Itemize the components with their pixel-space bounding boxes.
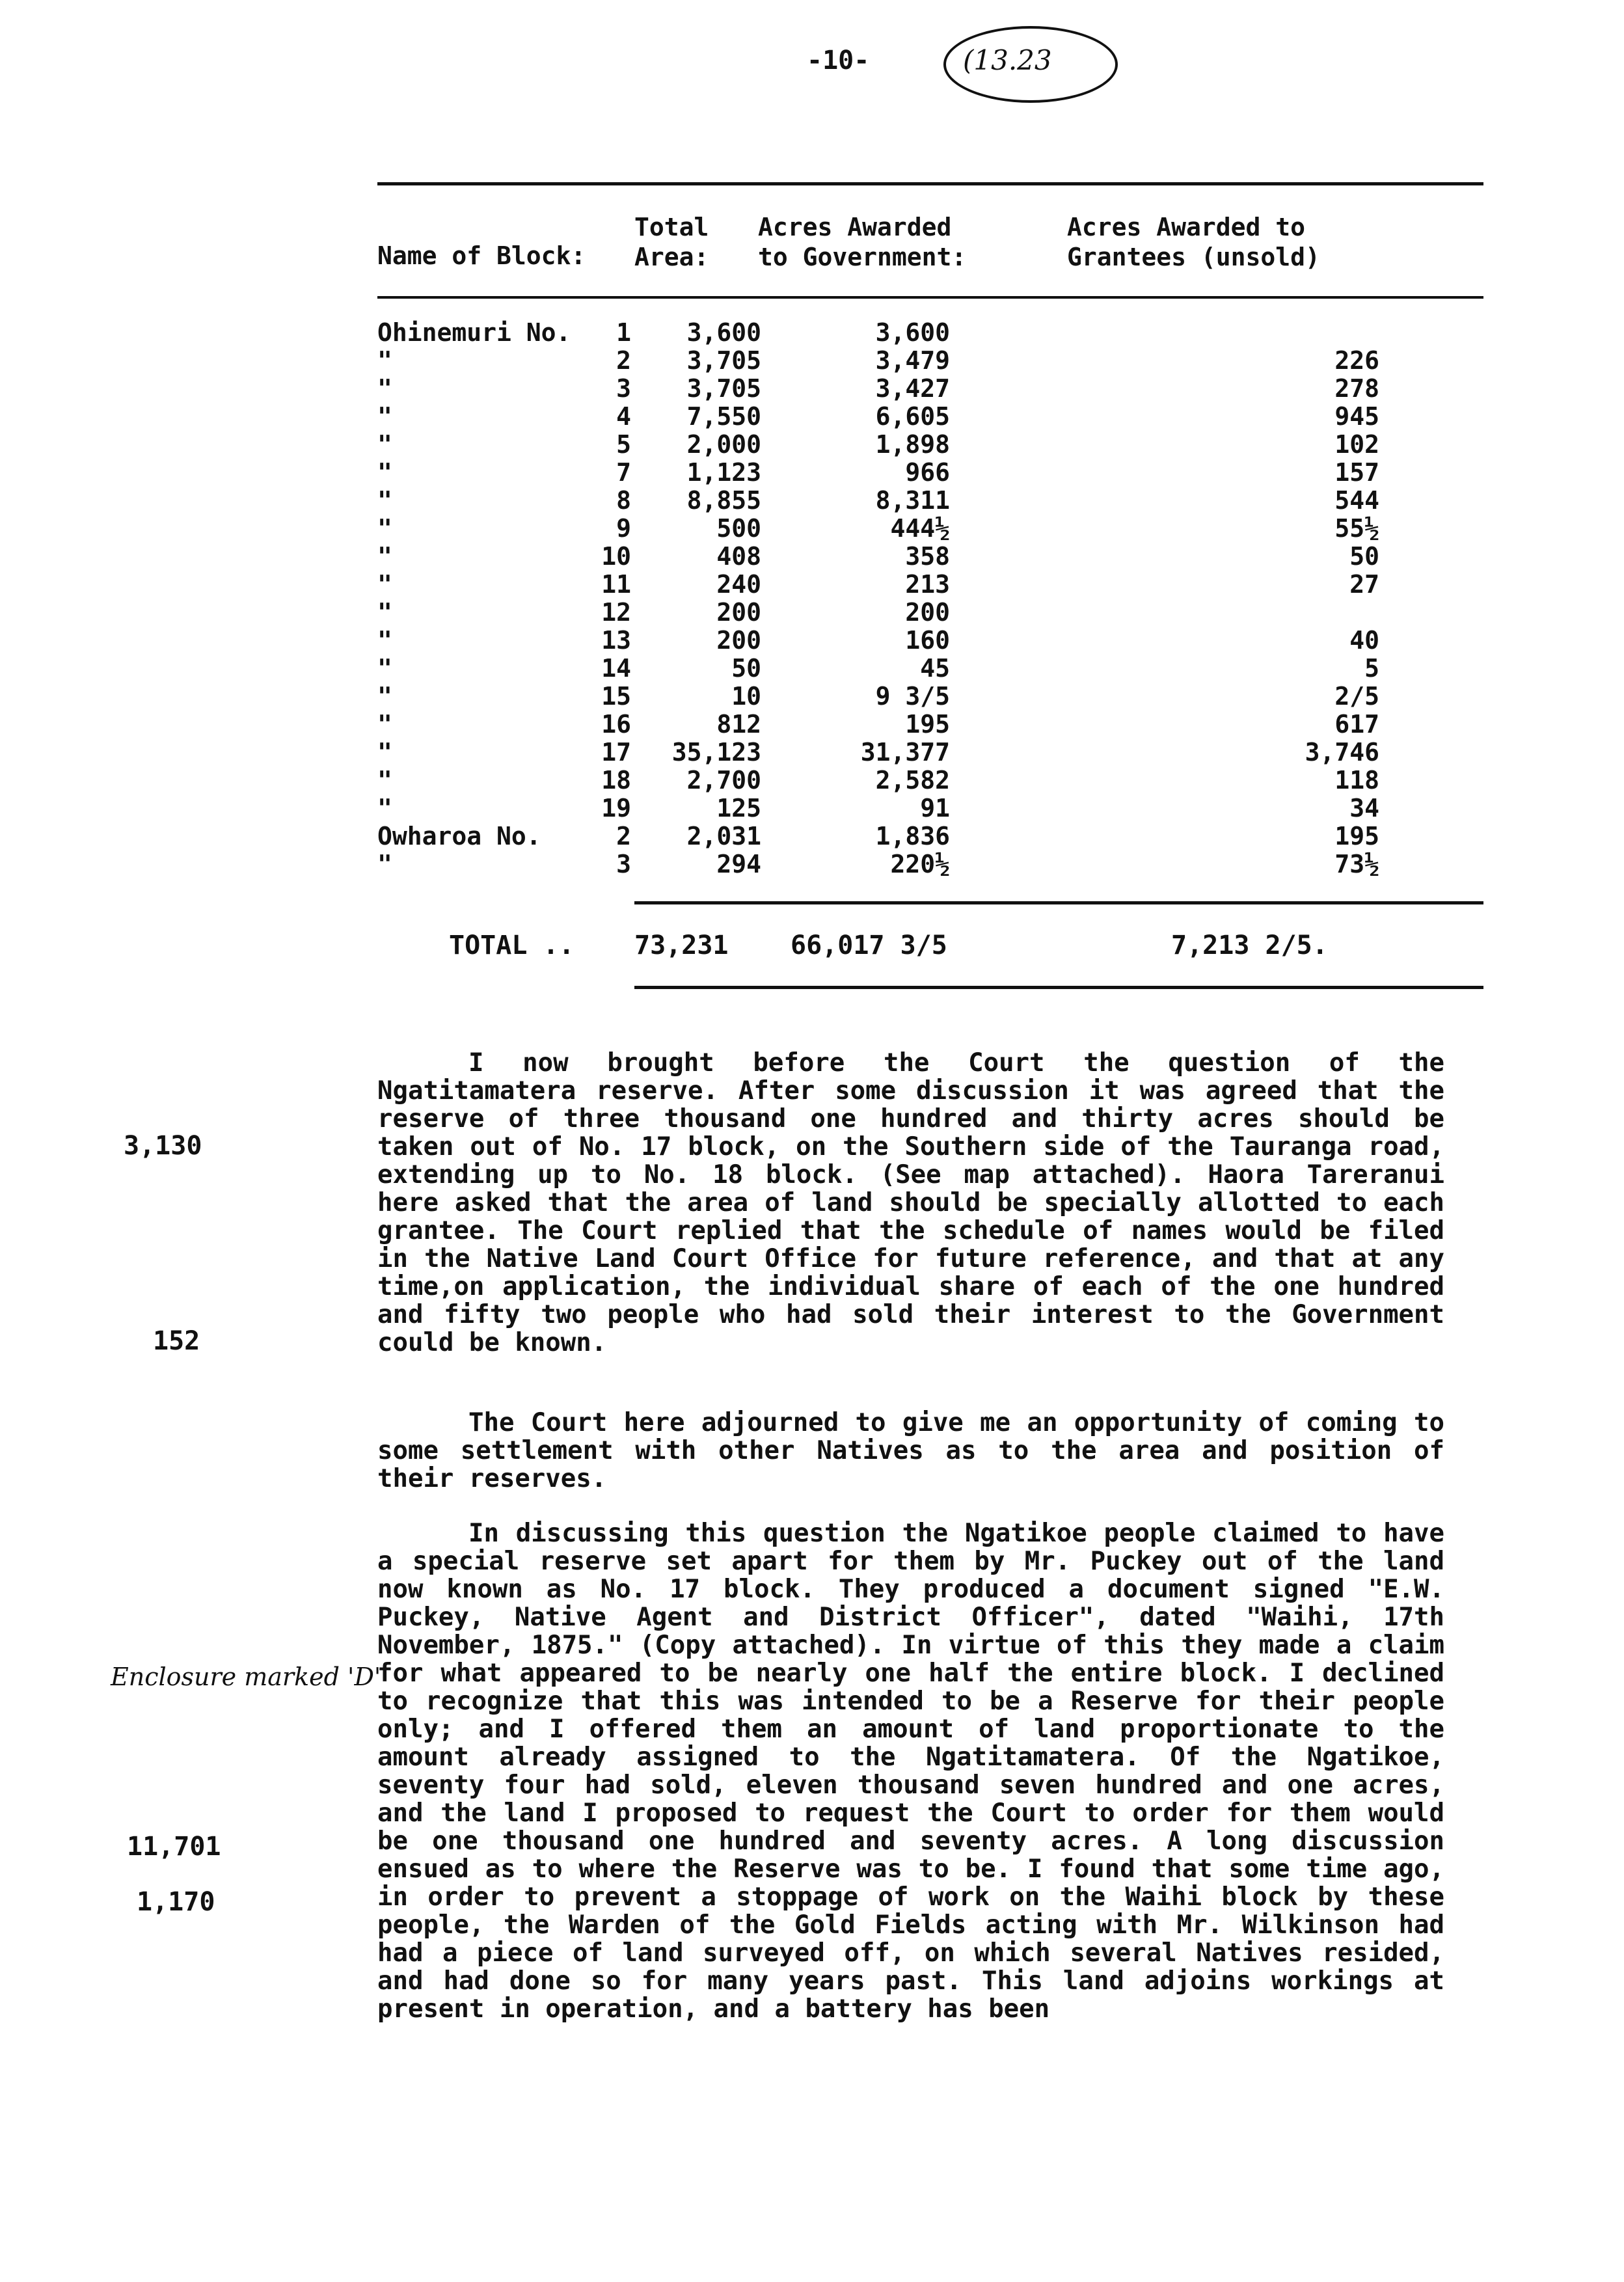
total-area-cell: 2,700: [686, 766, 761, 795]
block-name-cell: ": [377, 374, 392, 403]
block-number-cell: 7: [616, 458, 631, 487]
table-row: [377, 627, 1379, 655]
blocks-table: [377, 319, 1379, 878]
block-name-cell: Ohinemuri No.: [377, 318, 571, 347]
table-row: [377, 571, 1379, 599]
block-number-cell: 3: [616, 374, 631, 403]
block-number-cell: 16: [601, 710, 631, 739]
government-acres-cell: 91: [920, 794, 950, 822]
block-name-cell: ": [377, 850, 392, 878]
block-name-cell: ": [377, 430, 392, 459]
grantees-acres-cell: 34: [1349, 794, 1379, 822]
margin-note-11701: 11,701: [127, 1832, 221, 1862]
block-name-cell: ": [377, 486, 392, 515]
block-number-cell: 19: [601, 794, 631, 822]
block-name-cell: ": [377, 542, 392, 571]
total-top-rule: [634, 901, 1483, 904]
grantees-acres-cell: 118: [1334, 766, 1379, 795]
block-name-cell: ": [377, 794, 392, 822]
header-acres-government: Acres Awarded to Government:: [758, 213, 967, 271]
block-number-cell: 1: [616, 318, 631, 347]
government-acres-cell: 160: [905, 626, 950, 655]
grantees-acres-cell: 55½: [1334, 514, 1379, 543]
block-number-cell: 15: [601, 682, 631, 711]
block-number-cell: 18: [601, 766, 631, 795]
grantees-acres-cell: 157: [1334, 458, 1379, 487]
government-acres-cell: 200: [905, 598, 950, 627]
table-row: [377, 739, 1379, 767]
blocks-table-body: [377, 319, 1379, 878]
grantees-acres-cell: 278: [1334, 374, 1379, 403]
grantees-acres-cell: 544: [1334, 486, 1379, 515]
total-area-cell: 8,855: [686, 486, 761, 515]
total-area-cell: 812: [716, 710, 761, 739]
table-header-rule: [377, 296, 1483, 299]
grantees-acres-cell: 617: [1334, 710, 1379, 739]
block-name-cell: ": [377, 458, 392, 487]
block-name-cell: ": [377, 738, 392, 767]
paragraph-ngatikoe-claim: [377, 1519, 1444, 2023]
government-acres-cell: 195: [905, 710, 950, 739]
table-row: [377, 599, 1379, 627]
total-area-cell: 50: [731, 654, 761, 683]
grantees-acres-cell: 73½: [1334, 850, 1379, 878]
table-row: [377, 822, 1379, 850]
grantees-acres-cell: [950, 599, 1379, 627]
table-row: [377, 375, 1379, 403]
government-acres-cell: 2,582: [875, 766, 950, 795]
total-area-value: 73,231: [634, 930, 729, 960]
government-acres-cell: 966: [905, 458, 950, 487]
paragraph-text: In discussing this question the Ngatikoe people claimed to have a special reserve set apart for them by Mr. Puckey out of the land now known as No. 17 block. They produced a document signed "E.W. Puckey, Native Agent and District Officer", dated "Waihi, 17th November, 1875." (Copy attached). In virtue of this they made a claim for what appeared to be nearly one half the entire block. I declined to recognize that this was intended to be a Reserve for their people only; and I offered them an amount of land proportionate to the amount already assigned to the Ngatitamatera. Of the Ngatikoe, seventy four had sold, eleven thousand seven hundred and one acres, and the land I proposed to request the Court to order for them would be one thousand one hundred and seventy acres. A long discussion ensued as to where the Reserve was to be. I found that some time ago, in order to prevent a stoppage of work on the Waihi block by these people, the Warden of the Gold Fields acting with Mr. Wilkinson had had a piece of land surveyed off, on which several Natives resided, and had done so for many years past. This land adjoins workings at present in operation, and a battery has been: [377, 1519, 1444, 2024]
block-name-cell: ": [377, 682, 392, 711]
block-number-cell: 12: [601, 598, 631, 627]
government-acres-cell: 213: [905, 570, 950, 599]
table-top-rule: [377, 182, 1483, 185]
block-number-cell: 13: [601, 626, 631, 655]
total-area-cell: 200: [716, 598, 761, 627]
government-acres-cell: 3,600: [875, 318, 950, 347]
government-acres-cell: 3,479: [875, 346, 950, 375]
total-label: TOTAL ..: [449, 930, 575, 960]
government-acres-cell: 45: [920, 654, 950, 683]
header-total-area: Total Area:: [634, 213, 709, 271]
total-area-cell: 240: [716, 570, 761, 599]
paragraph-ngatitamatera-reserve: [377, 1049, 1444, 1357]
block-number-cell: 14: [601, 654, 631, 683]
margin-note-1170: 1,170: [137, 1887, 215, 1917]
margin-note-152: 152: [153, 1326, 200, 1356]
table-row: [377, 767, 1379, 795]
block-number-cell: 17: [601, 738, 631, 767]
table-row: [377, 795, 1379, 822]
block-name-cell: ": [377, 626, 392, 655]
government-acres-cell: 1,898: [875, 430, 950, 459]
table-row: [377, 543, 1379, 571]
total-area-cell: 3,705: [686, 374, 761, 403]
grantees-acres-cell: 5: [1364, 654, 1379, 683]
total-area-cell: 2,000: [686, 430, 761, 459]
government-acres-cell: 220½: [890, 850, 950, 878]
government-acres-cell: 3,427: [875, 374, 950, 403]
government-acres-cell: 1,836: [875, 822, 950, 850]
paragraph-text: I now brought before the Court the question of the Ngatitamatera reserve. After some discussion it was agreed that the reserve of three thousand one hundred and thirty acres should be taken out of No. 17 block, on the Southern side of the Tauranga road, extending up to No. 18 block. (See map attached). Haora Tareranui here asked that the area of land should be specially allotted to each grantee. The Court replied that the schedule of names would be filed in the Native Land Court Office for future reference, and that at any time,on application, the individual share of each of the one hundred and fifty two people who had sold their interest to the Government could be known.: [377, 1048, 1444, 1357]
page-number: -10-: [807, 46, 870, 75]
header-name-of-block: Name of Block:: [377, 241, 586, 270]
total-area-cell: 408: [716, 542, 761, 571]
margin-note-3130: 3,130: [124, 1131, 202, 1161]
block-name-cell: ": [377, 710, 392, 739]
grantees-acres-cell: 102: [1334, 430, 1379, 459]
margin-note-enclosure: Enclosure marked 'D': [111, 1663, 381, 1691]
grantees-acres-cell: [950, 319, 1379, 347]
table-row: [377, 655, 1379, 683]
table-row: [377, 403, 1379, 431]
block-number-cell: 3: [616, 850, 631, 878]
total-area-cell: 200: [716, 626, 761, 655]
total-grantees-value: 7,213 2/5.: [1171, 930, 1328, 960]
block-name-cell: ": [377, 598, 392, 627]
block-number-cell: 4: [616, 402, 631, 431]
table-row: [377, 319, 1379, 347]
block-name-cell: ": [377, 654, 392, 683]
grantees-acres-cell: 3,746: [1305, 738, 1379, 767]
total-area-cell: 1,123: [686, 458, 761, 487]
table-row: [377, 850, 1379, 878]
total-area-cell: 500: [716, 514, 761, 543]
table-row: [377, 683, 1379, 711]
block-number-cell: 9: [616, 514, 631, 543]
grantees-acres-cell: 40: [1349, 626, 1379, 655]
total-bottom-rule: [634, 986, 1483, 989]
paragraph-court-adjourned: [377, 1409, 1444, 1493]
total-area-cell: 3,600: [686, 318, 761, 347]
total-area-cell: 10: [731, 682, 761, 711]
total-area-cell: 3,705: [686, 346, 761, 375]
block-name-cell: ": [377, 346, 392, 375]
table-row: [377, 431, 1379, 459]
total-area-cell: 35,123: [671, 738, 761, 767]
header-acres-grantees: Acres Awarded to Grantees (unsold): [1067, 213, 1320, 271]
government-acres-cell: 6,605: [875, 402, 950, 431]
block-number-cell: 11: [601, 570, 631, 599]
block-name-cell: ": [377, 766, 392, 795]
government-acres-cell: 9 3/5: [875, 682, 950, 711]
block-number-cell: 10: [601, 542, 631, 571]
annotation-circled-number: (13.23: [963, 44, 1052, 76]
grantees-acres-cell: 50: [1349, 542, 1379, 571]
grantees-acres-cell: 226: [1334, 346, 1379, 375]
grantees-acres-cell: 945: [1334, 402, 1379, 431]
government-acres-cell: 8,311: [875, 486, 950, 515]
block-name-cell: ": [377, 402, 392, 431]
total-area-cell: 7,550: [686, 402, 761, 431]
grantees-acres-cell: 2/5: [1334, 682, 1379, 711]
block-name-cell: Owharoa No.: [377, 822, 541, 850]
block-name-cell: ": [377, 570, 392, 599]
block-number-cell: 8: [616, 486, 631, 515]
grantees-acres-cell: 27: [1349, 570, 1379, 599]
block-name-cell: ": [377, 514, 392, 543]
government-acres-cell: 444½: [890, 514, 950, 543]
table-row: [377, 711, 1379, 739]
total-area-cell: 294: [716, 850, 761, 878]
block-number-cell: 2: [616, 346, 631, 375]
table-row: [377, 459, 1379, 487]
table-row: [377, 347, 1379, 375]
government-acres-cell: 358: [905, 542, 950, 571]
grantees-acres-cell: 195: [1334, 822, 1379, 850]
block-number-cell: 2: [616, 822, 631, 850]
total-area-cell: 125: [716, 794, 761, 822]
table-row: [377, 487, 1379, 515]
block-number-cell: 5: [616, 430, 631, 459]
total-government-value: 66,017 3/5: [791, 930, 947, 960]
government-acres-cell: 31,377: [860, 738, 950, 767]
total-area-cell: 2,031: [686, 822, 761, 850]
table-row: [377, 515, 1379, 543]
paragraph-text: The Court here adjourned to give me an opportunity of coming to some settlement with other Natives as to the area and position of their reserves.: [377, 1408, 1444, 1493]
